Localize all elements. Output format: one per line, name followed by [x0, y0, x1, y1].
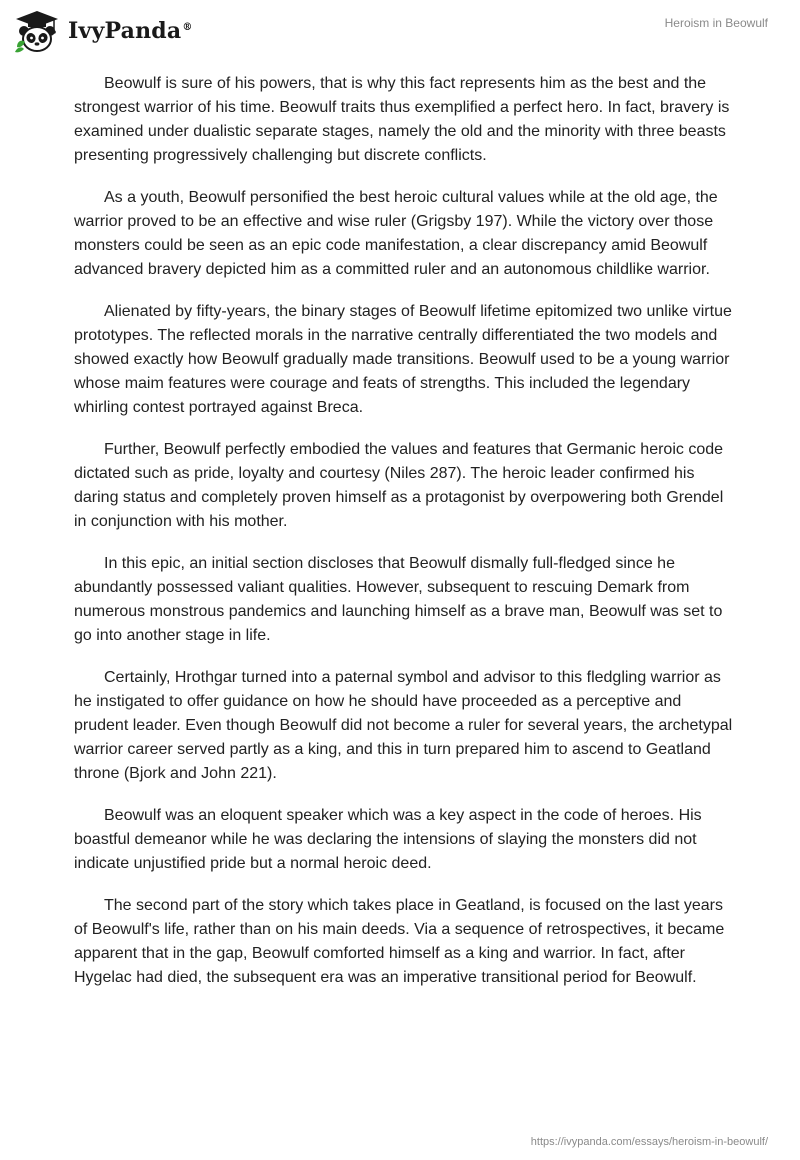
- paragraph-5: In this epic, an initial section discloses that Beowulf dismally full-fledged since he abundantly possessed valiant qualities. However, subsequent to rescuing Demark from numerous monstrous pandemics and launching himself as a brave man, Beowulf was set to go into another stage in life.: [74, 555, 723, 644]
- page-header: [0, 0, 800, 60]
- paragraph-8: The second part of the story which takes place in Geatland, is focused on the last years of Beowulf's life, rather than on his main deeds. Via a sequence of retrospectives, it became apparent that in the gap, Beowulf comforted himself as a king and warrior. In fact, after Hygelac had died, the subsequent era was an imperative transitional period for Beowulf.: [74, 897, 725, 986]
- paragraph-7: Beowulf was an eloquent speaker which was a key aspect in the code of heroes. His boastful demeanor while he was declaring the intensions of slaying the monsters did not indicate unjustified pride but a normal heroic deed.: [74, 807, 702, 872]
- source-url-link[interactable]: https://ivypanda.com/essays/heroism-in-beowulf/: [530, 1136, 768, 1148]
- logo-wordmark: [68, 18, 193, 44]
- essay-body: [74, 72, 738, 1008]
- ivypanda-logo[interactable]: [14, 10, 193, 52]
- panda-graduation-cap-icon: [14, 9, 60, 53]
- paragraph-1: Beowulf is sure of his powers, that is why this fact represents him as the best and the strongest warrior of his time. Beowulf traits thus exemplified a perfect hero. In fact, bravery is examined under dualistic separate stages, namely the old and the minority with three beasts presenting progressively challenging but discrete conflicts.: [74, 75, 730, 164]
- logo-name: IvyPanda: [68, 18, 182, 44]
- registered-mark: ®: [182, 21, 193, 33]
- document-title: Heroism in Beowulf: [664, 16, 768, 30]
- paragraph-3: Alienated by fifty-years, the binary stages of Beowulf lifetime epitomized two unlike virtue prototypes. The reflected morals in the narrative centrally differentiated the two models and showed exactly how Beowulf gradually made transitions. Beowulf used to be a young warrior whose maim features were courage and feats of strengths. This included the legendary whirling contest portrayed against Breca.: [74, 303, 732, 416]
- paragraph-4: Further, Beowulf perfectly embodied the values and features that Germanic heroic code dictated such as pride, loyalty and courtesy (Niles 287). The heroic leader confirmed his daring status and completely proven himself as a protagonist by overpowering both Grendel in conjunction with his mother.: [74, 441, 724, 530]
- paragraph-6: Certainly, Hrothgar turned into a paternal symbol and advisor to this fledgling warrior as he instigated to offer guidance on how he should have proceeded as a perceptive and prudent leader. Even though Beowulf did not become a ruler for several years, the archetypal warrior career served partly as a king, and this in turn prepared him to ascend to Geatland throne (Bjork and John 221).: [74, 669, 733, 782]
- paragraph-2: As a youth, Beowulf personified the best heroic cultural values while at the old age, the warrior proved to be an effective and wise ruler (Grigsby 197). While the victory over those monsters could be seen as an epic code manifestation, a clear discrepancy amid Beowulf advanced bravery depicted him as a committed ruler and an autonomous childlike warrior.: [74, 189, 718, 278]
